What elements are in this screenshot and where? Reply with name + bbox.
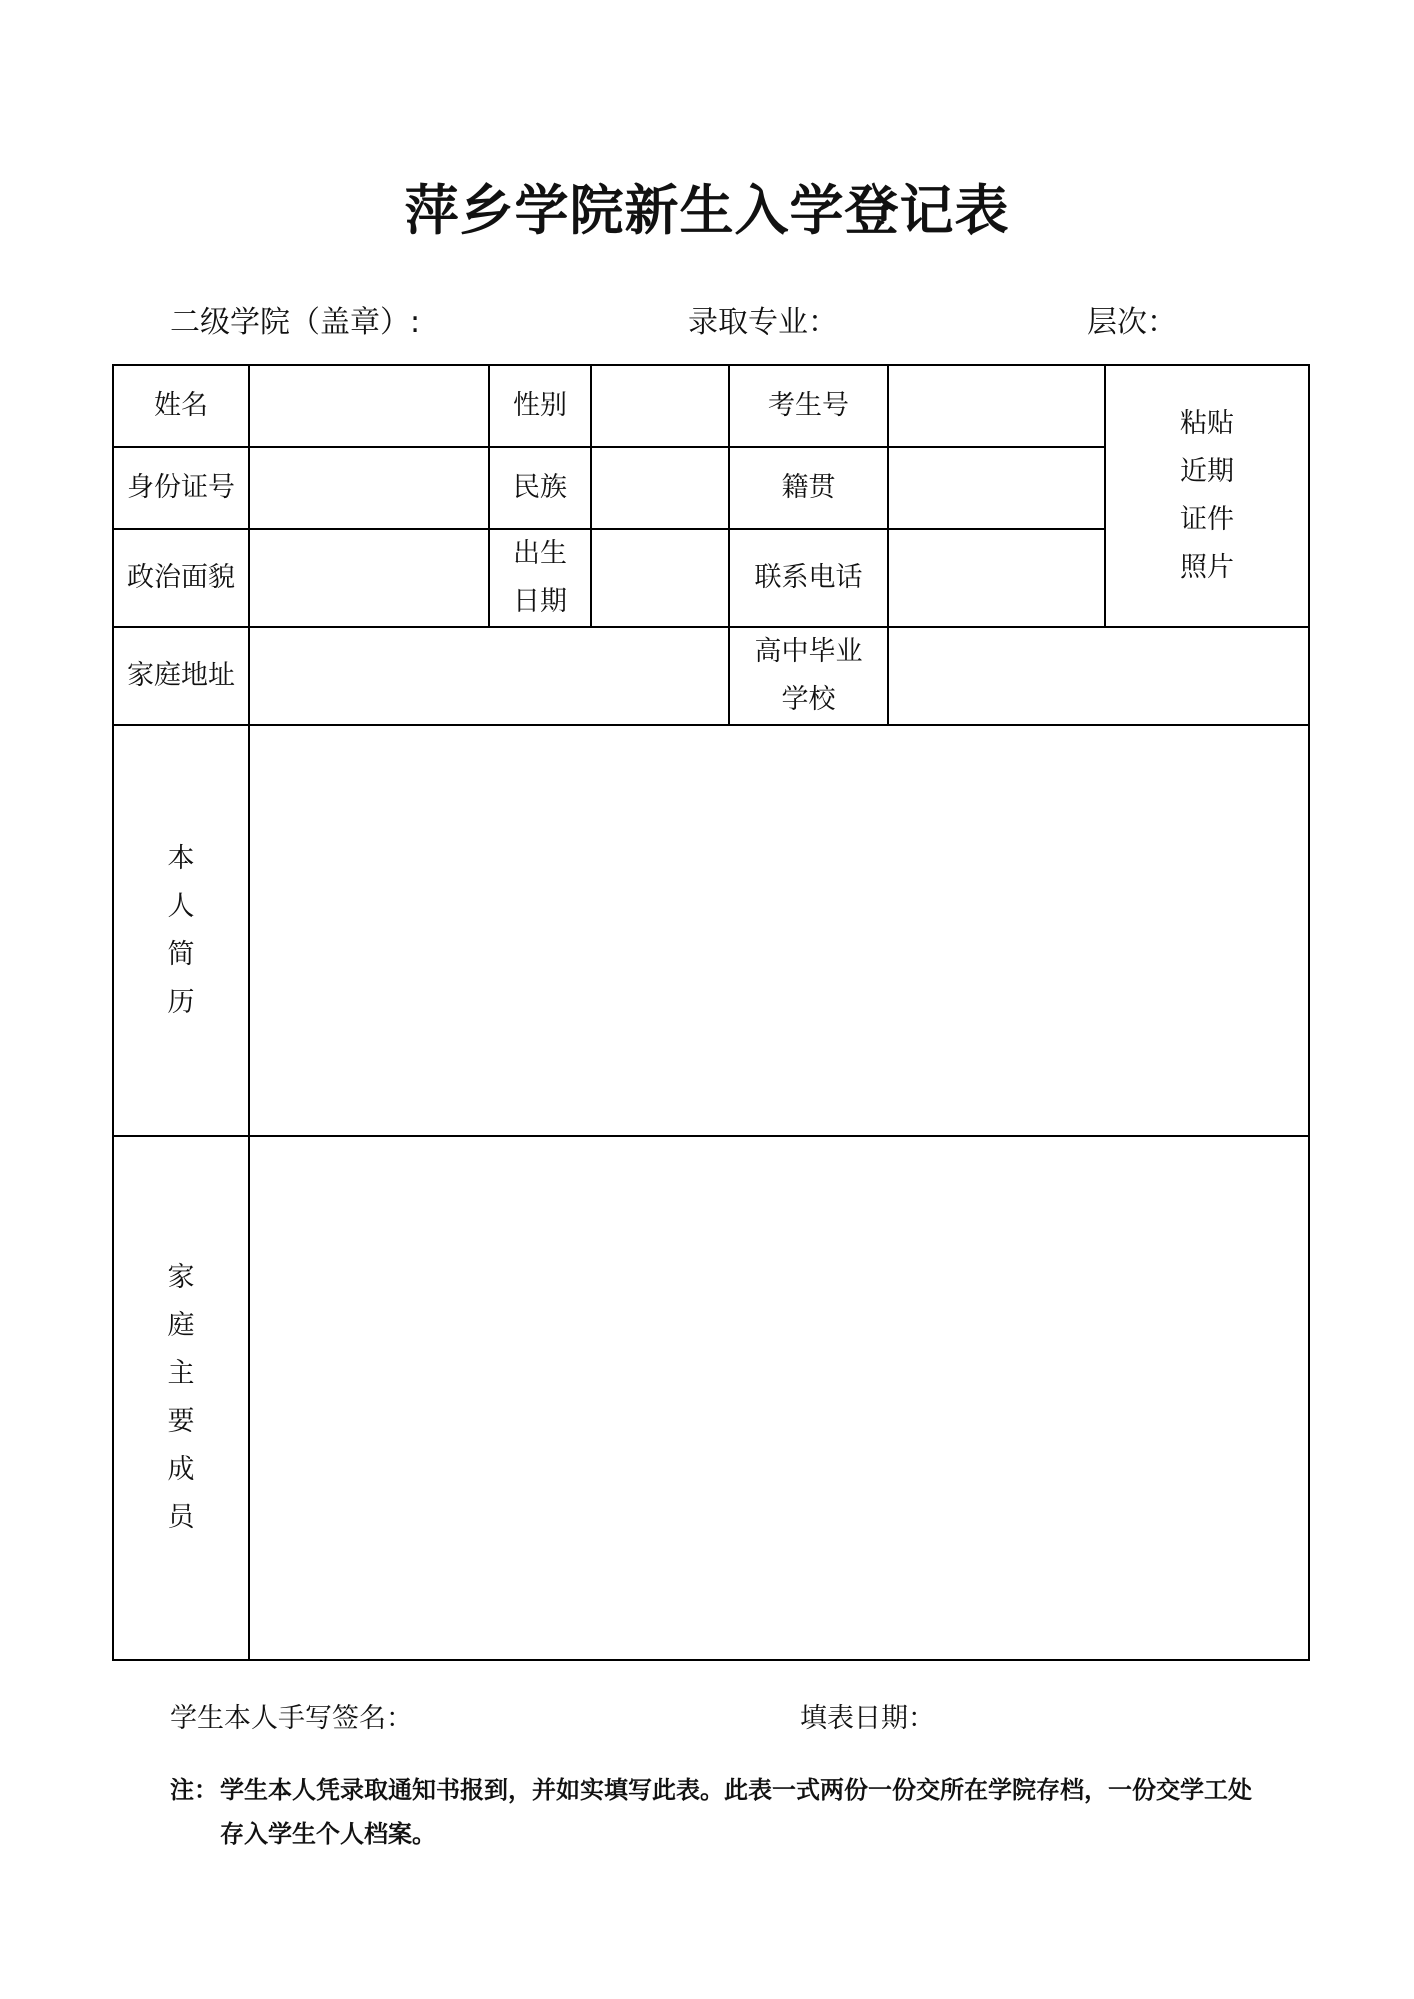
high-school-field[interactable] bbox=[888, 627, 1309, 725]
birth-date-label: 出生日期 bbox=[512, 538, 567, 617]
address-field[interactable] bbox=[249, 627, 729, 725]
exam-no-field[interactable] bbox=[888, 365, 1105, 447]
photo-label: 粘贴近期证件照片 bbox=[1179, 408, 1234, 583]
ethnicity-field[interactable] bbox=[591, 447, 729, 529]
name-field[interactable] bbox=[249, 365, 489, 447]
family-field[interactable] bbox=[249, 1136, 1309, 1660]
political-label: 政治面貌 bbox=[113, 529, 249, 627]
resume-label: 本人简历 bbox=[167, 842, 195, 1018]
signature-label: 学生本人手写签名： bbox=[170, 1703, 413, 1734]
page-title: 萍乡学院新生入学登记表 bbox=[404, 178, 1010, 242]
registration-table bbox=[112, 364, 1310, 1661]
political-field[interactable] bbox=[249, 529, 489, 627]
photo-cell[interactable] bbox=[1105, 365, 1309, 627]
family-label-cell bbox=[113, 1136, 249, 1660]
note-label: 注： bbox=[170, 1775, 218, 1804]
address-label: 家庭地址 bbox=[113, 627, 249, 725]
major-label: 录取专业： bbox=[688, 305, 838, 340]
native-place-label: 籍贯 bbox=[729, 447, 888, 529]
fill-date-label: 填表日期： bbox=[800, 1703, 935, 1734]
gender-field[interactable] bbox=[591, 365, 729, 447]
family-label: 家庭主要成员 bbox=[167, 1262, 195, 1533]
birth-date-field[interactable] bbox=[591, 529, 729, 627]
id-no-label: 身份证号 bbox=[113, 447, 249, 529]
high-school-label-cell bbox=[729, 627, 888, 725]
phone-label: 联系电话 bbox=[729, 529, 888, 627]
note-text: 学生本人凭录取通知书报到，并如实填写此表。此表一式两份一份交所在学院存档，一份交学工处存入学生个人档案。 bbox=[220, 1775, 1252, 1848]
exam-no-label: 考生号 bbox=[729, 365, 888, 447]
name-label: 姓名 bbox=[113, 365, 249, 447]
resume-label-cell bbox=[113, 725, 249, 1136]
note bbox=[170, 1768, 1260, 1856]
gender-label: 性别 bbox=[489, 365, 591, 447]
high-school-label: 高中毕业学校 bbox=[754, 636, 863, 715]
ethnicity-label: 民族 bbox=[489, 447, 591, 529]
resume-field[interactable] bbox=[249, 725, 1309, 1136]
id-no-field[interactable] bbox=[249, 447, 489, 529]
college-label: 二级学院（盖章）: bbox=[170, 305, 421, 340]
phone-field[interactable] bbox=[888, 529, 1105, 627]
native-place-field[interactable] bbox=[888, 447, 1105, 529]
level-label: 层次： bbox=[1087, 305, 1177, 340]
birth-date-label-cell bbox=[489, 529, 591, 627]
